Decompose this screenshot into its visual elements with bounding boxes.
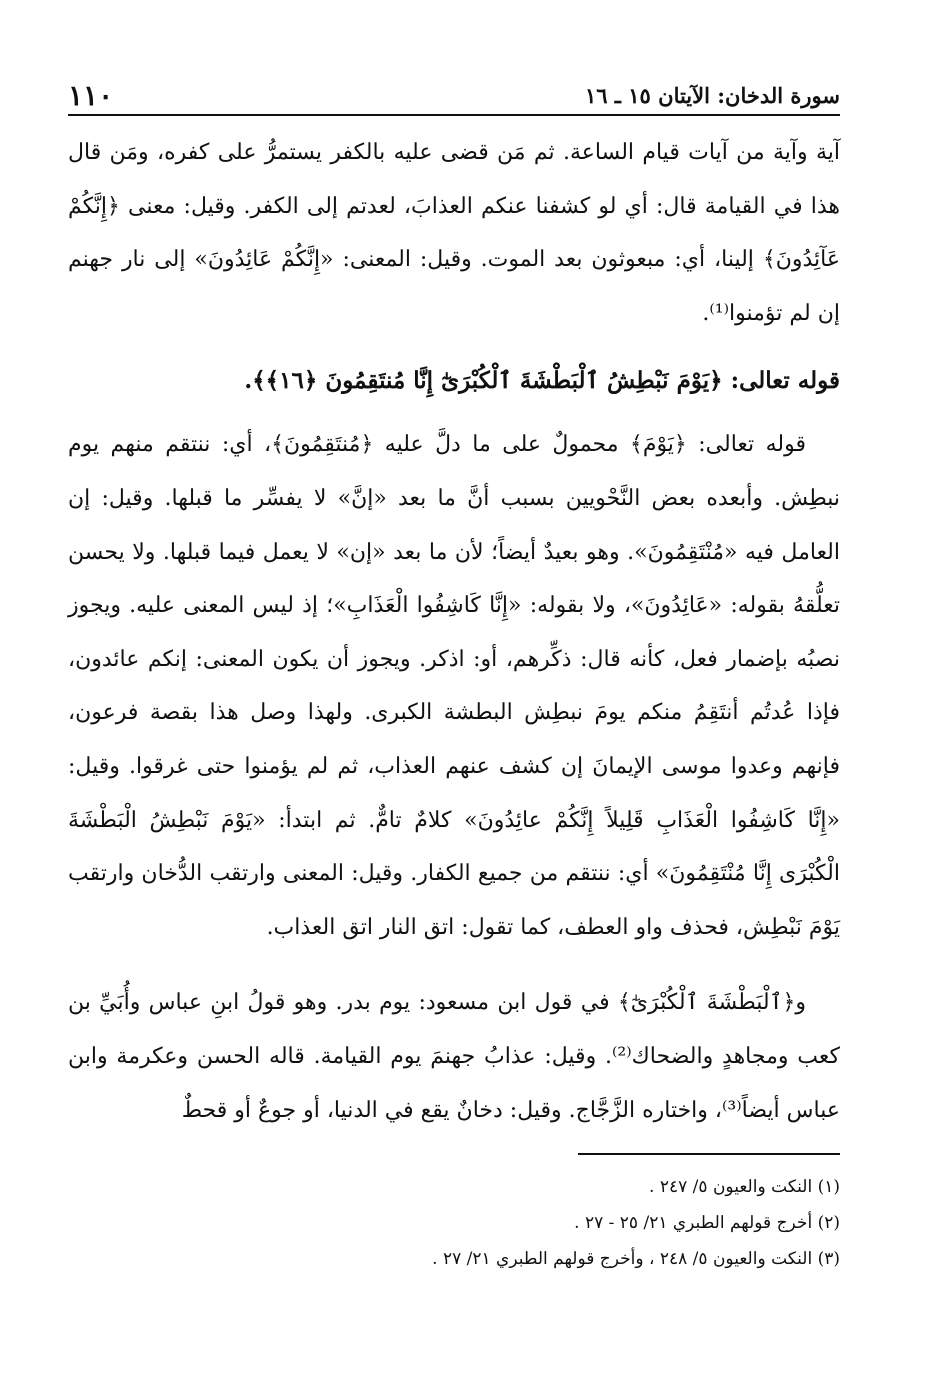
footnote-1: (١) النكت والعيون ٥/ ٢٤٧ . — [649, 1177, 840, 1198]
verse-heading: قوله تعالى: ﴿يَوْمَ نَبْطِشُ ٱلْبَطْشَةَ ٱلْكُبْرَىٰٓ إِنَّا مُنتَقِمُونَ ﴿١٦﴾﴾. — [244, 367, 840, 395]
running-title: سورة الدخان: الآيتان ١٥ ـ ١٦ — [584, 83, 840, 108]
paragraph-2: قوله تعالى: ﴿يَوْمَ﴾ محمولٌ على ما دلَّ عليه ﴿مُنتَقِمُونَ﴾، أي: ننتقم منهم يوم نبطِش. وأبعده بعض النَّحْويين بسبب أنَّ ما بعد «إنَّ» لا يفسِّر ما قبلها. وقيل: إن العامل فيه «مُنْتَقِمُونَ». وهو بعيدٌ أيضاً؛ لأن ما بعد «إن» لا يعمل فيما قبلها. ولا يحسن تعلُّقهُ بقوله: «عَائِدُونَ»، ولا بقوله: «إِنَّا كَاشِفُوا الْعَذَابِ»؛ إذ ليس المعنى عليه. ويجوز نصبُه بإضمار فعل، كأنه قال: ذكِّرهم، أو: اذكر. ويجوز أن يكون المعنى: إنكم عائدون، فإذا عُدتُم أنتَقِمُ منكم يومَ نبطِش البطشة الكبرى. ولهذا وصل هذا بقصة فرعون، فإنهم وعدوا موسى الإيمانَ إن كشف عنهم العذاب، ثم لم يؤمنوا حتى غرقوا. وقيل: «إِنَّا كَاشِفُوا الْعَذَابِ قَلِيلاً إِنَّكُمْ عائِدُونَ» كلامٌ تامٌّ. ثم ابتدأ: «يَوْمَ نَبْطِشُ الْبَطْشَةَ الْكُبْرَى إِنَّا مُنْتَقِمُونَ» أي: ننتقم من جميع الكفار. وقيل: المعنى وارتقب الدُّخان وارتقب يَوْمَ نَبْطِش، فحذف واو العطف، كما تقول: اتق النار اتق العذاب. — [68, 432, 840, 940]
footnote-divider — [578, 1153, 840, 1155]
page-number: ١١٠ — [68, 79, 114, 112]
paragraph-1: آية وآية من آيات قيام الساعة. ثم مَن قضى عليه بالكفر يستمرُّ على كفره، ومَن قال هذا في القيامة قال: أي لو كشفنا عنكم العذابَ، لعدتم إلى الكفر. وقيل: معنى ﴿إِنَّكُمْ عَآئِدُونَ﴾ إلينا، أي: مبعوثون بعد الموت. وقيل: المعنى: «إِنَّكُمْ عَائِدُونَ» إلى نار جهنم إن لم تؤمنوا⁽¹⁾. — [68, 140, 840, 326]
footnotes — [68, 1169, 840, 1277]
page-header — [68, 78, 840, 116]
footnote-3: (٣) النكت والعيون ٥/ ٢٤٨ ، وأخرج قولهم الطبري ٢١/ ٢٧ . — [432, 1249, 840, 1270]
footnote-2: (٢) أخرج قولهم الطبري ٢١/ ٢٥ - ٢٧ . — [574, 1213, 840, 1234]
main-text — [68, 126, 840, 1137]
paragraph-3: و﴿ٱلْبَطْشَةَ ٱلْكُبْرَىٰٓ﴾ في قول ابن مسعود: يوم بدر. وهو قولُ ابنِ عباس وأُبَيِّ بن كعب ومجاهدٍ والضحاك⁽²⁾. وقيل: عذابُ جهنمَ يوم القيامة. قاله الحسن وعكرمة وابن عباس أيضاً⁽³⁾، واختاره الزَّجَّاج. وقيل: دخانٌ يقع في الدنيا، أو جوعٌ أو قحطٌ — [68, 990, 840, 1123]
book-page — [68, 78, 840, 1277]
